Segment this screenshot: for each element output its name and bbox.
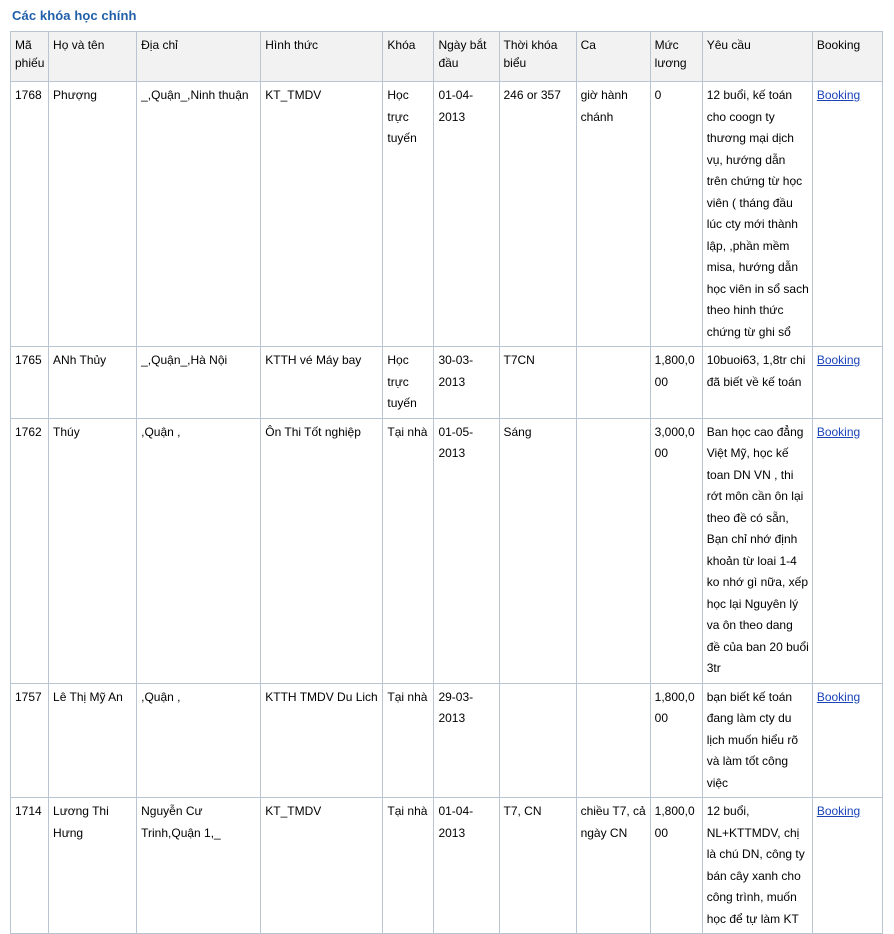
cell-ho-ten: Thúy [49, 418, 137, 683]
column-header-hinh-thuc: Hình thức [261, 32, 383, 82]
cell-ca: chiều T7, cả ngày CN [576, 798, 650, 934]
cell-thoi-khoa-bieu [499, 683, 576, 798]
cell-muc-luong: 1,800,000 [650, 683, 702, 798]
booking-link[interactable]: Booking [816, 424, 861, 439]
column-header-thoi-khoa-bieu: Thời khóa biểu [499, 32, 576, 82]
cell-yeu-cau: 12 buổi, kế toán cho coogn ty thương mại dịch vụ, hướng dẫn trên chứng từ học viên ( tháng đầu lúc cty mới thành lập, ,phần mềm misa, hướng dẫn học viên in sổ sach theo hinh thức chứng từ ghi sổ [702, 82, 812, 347]
cell-khoa: Học trực tuyến [383, 347, 434, 419]
cell-ca [576, 418, 650, 683]
cell-booking [812, 418, 882, 683]
cell-ho-ten: Phượng [49, 82, 137, 347]
column-header-yeu-cau: Yêu cầu [702, 32, 812, 82]
cell-booking [812, 82, 882, 347]
cell-ma-phieu: 1768 [11, 82, 49, 347]
table-header-row [11, 32, 883, 82]
cell-ngay-bat-dau: 01-05-2013 [434, 418, 499, 683]
cell-ma-phieu: 1757 [11, 683, 49, 798]
cell-muc-luong: 3,000,000 [650, 418, 702, 683]
cell-hinh-thuc: KTTH vé Máy bay [261, 347, 383, 419]
booking-link[interactable]: Booking [816, 353, 861, 367]
cell-dia-chi: _,Quận_,Ninh thuận [137, 82, 261, 347]
column-header-dia-chi: Địa chỉ [137, 32, 261, 82]
cell-ca [576, 347, 650, 419]
cell-khoa: Học trực tuyến [383, 82, 434, 347]
column-header-ca: Ca [576, 32, 650, 82]
cell-hinh-thuc: KTTH TMDV Du Lich [261, 683, 383, 798]
cell-dia-chi: _,Quận_,Hà Nội [137, 347, 261, 419]
cell-thoi-khoa-bieu: Sáng [499, 418, 576, 683]
column-header-muc-luong: Mức lương [650, 32, 702, 82]
cell-thoi-khoa-bieu: T7CN [499, 347, 576, 419]
cell-booking [812, 798, 882, 934]
table-row [11, 683, 883, 798]
cell-yeu-cau: 12 buổi, NL+KTTMDV, chị là chú DN, công ty bán cây xanh cho công trình, muốn học để tự làm KT [702, 798, 812, 934]
booking-link[interactable]: Booking [816, 804, 861, 818]
cell-hinh-thuc: KT_TMDV [261, 82, 383, 347]
cell-yeu-cau: Ban học cao đẳng Việt Mỹ, học kế toan DN VN , thi rớt môn cần ôn lại theo đề có sẵn, Bạn chỉ nhớ định khoản từ loai 1-4 ko nhớ gì nữa, xếp học lại Nguyên lý va ôn theo dang đề của ban 20 buổi 3tr [702, 418, 812, 683]
column-header-booking: Booking [812, 32, 882, 82]
cell-muc-luong: 0 [650, 82, 702, 347]
cell-ma-phieu: 1714 [11, 798, 49, 934]
cell-hinh-thuc: KT_TMDV [261, 798, 383, 934]
cell-muc-luong: 1,800,000 [650, 798, 702, 934]
cell-muc-luong: 1,800,000 [650, 347, 702, 419]
cell-ho-ten: Lê Thị Mỹ An [49, 683, 137, 798]
page-title: Các khóa học chính [12, 8, 137, 23]
cell-khoa: Tại nhà [383, 798, 434, 934]
booking-link[interactable]: Booking [816, 689, 861, 704]
table-row [11, 347, 883, 419]
cell-yeu-cau: 10buoi63, 1,8tr chi đã biết về kế toán [702, 347, 812, 419]
cell-dia-chi: Nguyễn Cư Trinh,Quận 1,_ [137, 798, 261, 934]
cell-ngay-bat-dau: 01-04-2013 [434, 82, 499, 347]
booking-link[interactable]: Booking [816, 88, 861, 102]
cell-khoa: Tại nhà [383, 683, 434, 798]
cell-ca [576, 683, 650, 798]
table-row [11, 798, 883, 934]
cell-dia-chi: ,Quận , [137, 683, 261, 798]
cell-thoi-khoa-bieu: 246 or 357 [499, 82, 576, 347]
column-header-khoa: Khóa [383, 32, 434, 82]
cell-ngay-bat-dau: 01-04-2013 [434, 798, 499, 934]
column-header-ho-ten: Họ và tên [49, 32, 137, 82]
cell-ngay-bat-dau: 29-03-2013 [434, 683, 499, 798]
cell-ma-phieu: 1765 [11, 347, 49, 419]
cell-ho-ten: ANh Thủy [49, 347, 137, 419]
cell-khoa: Tại nhà [383, 418, 434, 683]
table-row [11, 418, 883, 683]
cell-hinh-thuc: Ôn Thi Tốt nghiệp [261, 418, 383, 683]
cell-ma-phieu: 1762 [11, 418, 49, 683]
cell-ho-ten: Lương Thi Hưng [49, 798, 137, 934]
table-row [11, 82, 883, 347]
cell-booking [812, 347, 882, 419]
column-header-ngay-bat-dau: Ngày bắt đầu [434, 32, 499, 82]
cell-booking [812, 683, 882, 798]
cell-ngay-bat-dau: 30-03-2013 [434, 347, 499, 419]
column-header-ma-phieu: Mã phiếu [11, 32, 49, 82]
courses-table [10, 31, 883, 934]
cell-dia-chi: ,Quận , [137, 418, 261, 683]
cell-thoi-khoa-bieu: T7, CN [499, 798, 576, 934]
cell-ca: giờ hành chánh [576, 82, 650, 347]
cell-yeu-cau: bạn biết kế toán đang làm cty du lịch muốn hiểu rõ và làm tốt công việc [702, 683, 812, 798]
